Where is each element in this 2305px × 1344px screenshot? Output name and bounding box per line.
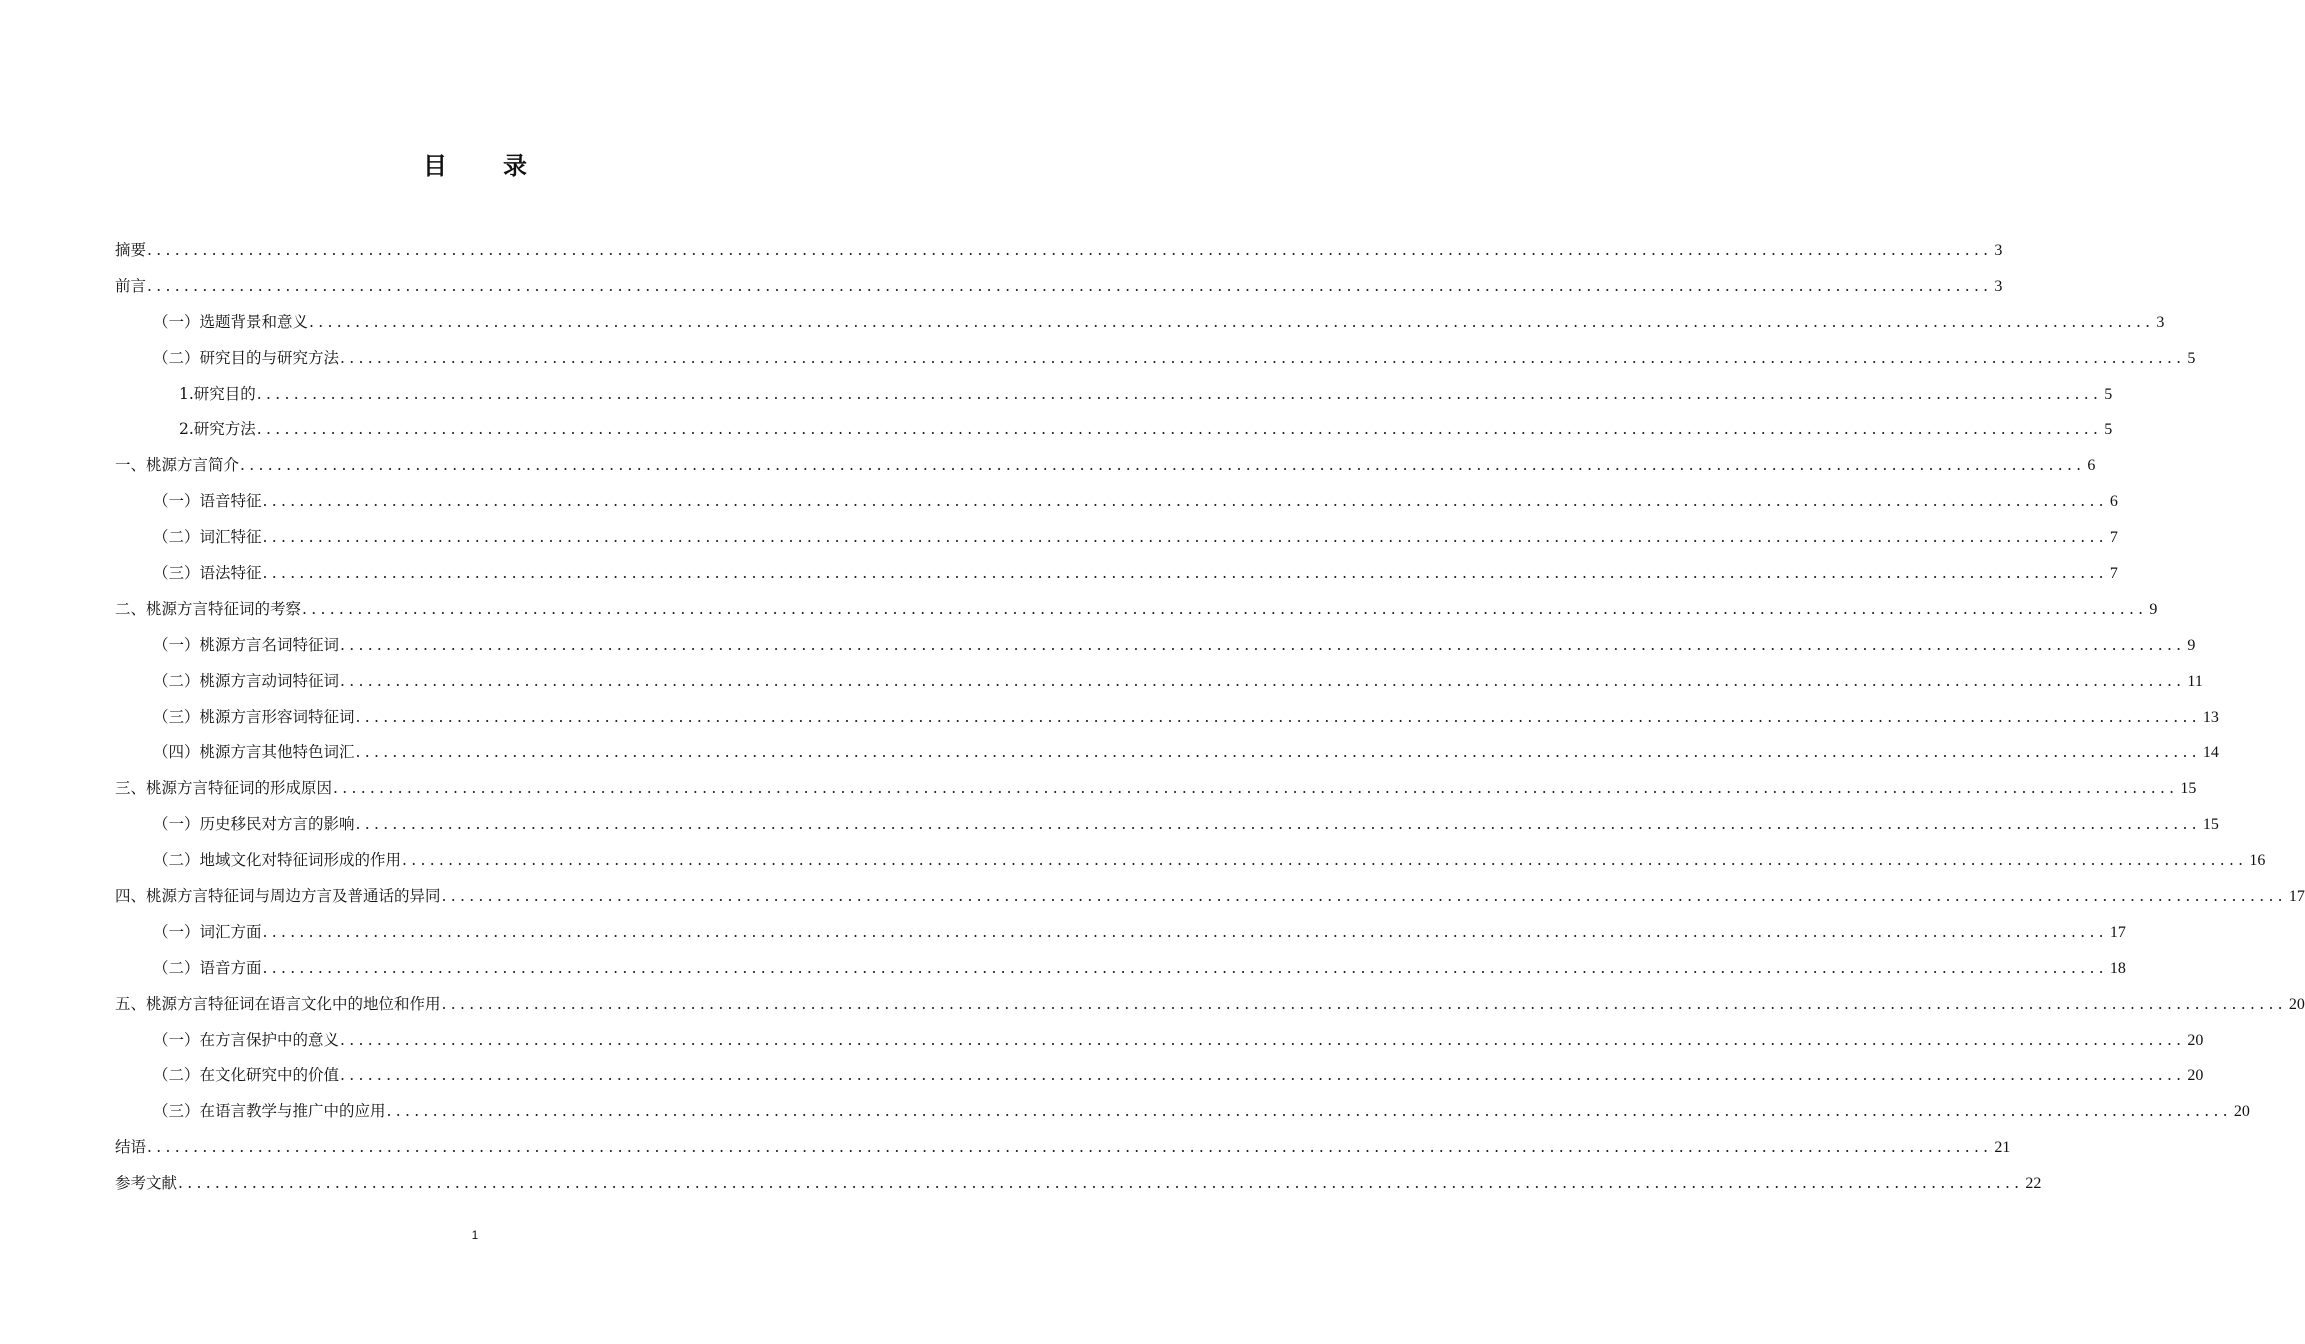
toc-entry-page: 7 bbox=[2109, 565, 2118, 583]
toc-entry-label: （一）语音特征 bbox=[153, 492, 262, 511]
dot-leader: ........................................................................................................................................................................................................ bbox=[262, 528, 2108, 547]
toc-entry-page: 20 bbox=[2233, 1103, 2250, 1121]
dot-leader: ........................................................................................................................................................................................................ bbox=[355, 743, 2201, 762]
toc-entry-page: 17 bbox=[2109, 923, 2126, 941]
toc-entry-page: 3 bbox=[2156, 313, 2165, 331]
dot-leader: ........................................................................................................................................................................................................ bbox=[147, 276, 1993, 295]
toc-entry-page: 3 bbox=[1994, 277, 2003, 295]
toc-entry-label: （一）历史移民对方言的影响 bbox=[153, 815, 355, 834]
toc-entry[interactable] bbox=[115, 669, 2203, 705]
toc-entry-label: （二）地域文化对特征词形成的作用 bbox=[153, 851, 402, 870]
toc-entry[interactable] bbox=[115, 274, 2003, 310]
toc-entry-page: 7 bbox=[2109, 529, 2118, 547]
toc-entry-page: 16 bbox=[2249, 852, 2266, 870]
toc-entry[interactable] bbox=[115, 1028, 2204, 1064]
toc-entry-page: 3 bbox=[1994, 242, 2003, 259]
toc-entry-page: 21 bbox=[1994, 1139, 2011, 1157]
toc-entry[interactable] bbox=[115, 1135, 2011, 1171]
toc-entry-label: （一）在方言保护中的意义 bbox=[153, 1030, 340, 1049]
toc-entry-page: 11 bbox=[2187, 672, 2203, 690]
title-char-2: 录 bbox=[503, 151, 527, 180]
toc-entry-label: （二）语音方面 bbox=[153, 958, 262, 977]
toc-entry-label: 五、桃源方言特征词在语言文化中的地位和作用 bbox=[115, 994, 441, 1013]
toc-entry[interactable] bbox=[115, 382, 2113, 418]
toc-entry[interactable] bbox=[115, 740, 2219, 776]
toc-entry-label: （二）研究目的与研究方法 bbox=[153, 348, 340, 367]
dot-leader: ........................................................................................................................................................................................................ bbox=[262, 564, 2108, 583]
toc-entry-page: 20 bbox=[2288, 995, 2305, 1013]
table-of-contents bbox=[115, 238, 2305, 1207]
dot-leader: ........................................................................................................................................................................................................ bbox=[302, 599, 2148, 618]
dot-leader: ........................................................................................................................................................................................................ bbox=[178, 1174, 2024, 1193]
dot-leader: ........................................................................................................................................................................................................ bbox=[340, 1030, 2186, 1049]
toc-entry-page: 6 bbox=[2109, 493, 2118, 511]
dot-leader: ........................................................................................................................................................................................................ bbox=[340, 1066, 2186, 1085]
toc-entry-label: （四）桃源方言其他特色词汇 bbox=[153, 743, 355, 762]
toc-entry-label: （一）桃源方言名词特征词 bbox=[153, 635, 340, 654]
dot-leader: ........................................................................................................................................................................................................ bbox=[340, 635, 2186, 654]
toc-entry[interactable] bbox=[115, 346, 2196, 382]
dot-leader: ........................................................................................................................................................................................................ bbox=[147, 1138, 1993, 1157]
toc-entry-page: 14 bbox=[2202, 744, 2219, 762]
toc-entry-label: （二）词汇特征 bbox=[153, 528, 262, 547]
toc-entry[interactable] bbox=[115, 884, 2305, 920]
toc-entry[interactable] bbox=[115, 1063, 2204, 1099]
toc-entry-page: 9 bbox=[2187, 636, 2196, 654]
toc-entry-label: 一、桃源方言简介 bbox=[115, 456, 240, 475]
toc-entry-page: 20 bbox=[2187, 1031, 2204, 1049]
dot-leader: ........................................................................................................................................................................................................ bbox=[262, 958, 2108, 977]
toc-entry-page: 5 bbox=[2187, 349, 2196, 367]
toc-entry-label: （一）选题背景和意义 bbox=[153, 312, 309, 331]
toc-entry[interactable] bbox=[115, 812, 2219, 848]
dot-leader: ........................................................................................................................................................................................................ bbox=[262, 492, 2108, 511]
toc-entry[interactable] bbox=[115, 920, 2126, 956]
dot-leader: ........................................................................................................................................................................................................ bbox=[309, 312, 2155, 331]
page-title bbox=[0, 146, 950, 181]
toc-entry-page: 5 bbox=[2104, 385, 2113, 403]
dot-leader: ........................................................................................................................................................................................................ bbox=[340, 348, 2186, 367]
toc-entry-label: （二）在文化研究中的价值 bbox=[153, 1066, 340, 1085]
toc-entry[interactable] bbox=[115, 1171, 2042, 1207]
dot-leader: ........................................................................................................................................................................................................ bbox=[386, 1102, 2232, 1121]
dot-leader: ........................................................................................................................................................................................................ bbox=[355, 815, 2201, 834]
toc-entry-page: 20 bbox=[2187, 1067, 2204, 1085]
toc-entry-label: 四、桃源方言特征词与周边方言及普通话的异同 bbox=[115, 887, 441, 906]
toc-entry-page: 5 bbox=[2104, 421, 2113, 439]
toc-entry-label: （二）桃源方言动词特征词 bbox=[153, 671, 340, 690]
toc-entry-page: 22 bbox=[2025, 1175, 2042, 1193]
toc-entry[interactable] bbox=[115, 956, 2126, 992]
title-char-1: 目 bbox=[423, 151, 447, 180]
toc-entry-page: 17 bbox=[2288, 888, 2305, 906]
toc-entry[interactable] bbox=[115, 453, 2096, 489]
toc-entry-page: 6 bbox=[2087, 457, 2096, 475]
toc-entry-page: 13 bbox=[2202, 708, 2219, 726]
toc-entry[interactable] bbox=[115, 561, 2118, 597]
toc-entry-label: 二、桃源方言特征词的考察 bbox=[115, 599, 302, 618]
toc-entry-label: 2.研究方法 bbox=[179, 420, 256, 439]
toc-entry-label: 参考文献 bbox=[115, 1174, 178, 1193]
dot-leader: ........................................................................................................................................................................................................ bbox=[355, 707, 2201, 726]
toc-entry[interactable] bbox=[115, 705, 2219, 741]
toc-entry[interactable] bbox=[115, 633, 2196, 669]
toc-entry[interactable] bbox=[115, 525, 2118, 561]
toc-entry[interactable] bbox=[115, 1099, 2250, 1135]
toc-entry-label: 结语 bbox=[115, 1138, 147, 1157]
toc-entry[interactable] bbox=[115, 597, 2158, 633]
toc-entry-label: （三）语法特征 bbox=[153, 564, 262, 583]
toc-entry-label: （一）词汇方面 bbox=[153, 922, 262, 941]
toc-entry[interactable] bbox=[115, 848, 2266, 884]
page-number: 1 bbox=[471, 1228, 479, 1242]
dot-leader: ........................................................................................................................................................................................................ bbox=[256, 384, 2103, 403]
toc-entry-label: 摘要 bbox=[115, 241, 147, 259]
dot-leader: ........................................................................................................................................................................................................ bbox=[147, 241, 1993, 259]
toc-entry-page: 15 bbox=[2202, 816, 2219, 834]
dot-leader: ........................................................................................................................................................................................................ bbox=[441, 887, 2287, 906]
dot-leader: ........................................................................................................................................................................................................ bbox=[333, 779, 2179, 798]
toc-entry[interactable] bbox=[115, 310, 2165, 346]
toc-entry-page: 15 bbox=[2180, 780, 2197, 798]
toc-entry[interactable] bbox=[115, 238, 2003, 274]
toc-entry-label: （三）桃源方言形容词特征词 bbox=[153, 707, 355, 726]
toc-entry-page: 18 bbox=[2109, 959, 2126, 977]
dot-leader: ........................................................................................................................................................................................................ bbox=[240, 456, 2086, 475]
toc-entry-label: 三、桃源方言特征词的形成原因 bbox=[115, 779, 333, 798]
dot-leader: ........................................................................................................................................................................................................ bbox=[256, 420, 2103, 439]
toc-entry[interactable] bbox=[115, 417, 2113, 453]
toc-entry-label: 1.研究目的 bbox=[179, 384, 256, 403]
toc-entry[interactable] bbox=[115, 776, 2197, 812]
toc-entry-page: 9 bbox=[2149, 600, 2158, 618]
toc-entry-label: 前言 bbox=[115, 276, 147, 295]
toc-entry[interactable] bbox=[115, 489, 2118, 525]
dot-leader: ........................................................................................................................................................................................................ bbox=[340, 671, 2186, 690]
toc-entry[interactable] bbox=[115, 992, 2305, 1028]
dot-leader: ........................................................................................................................................................................................................ bbox=[262, 922, 2108, 941]
dot-leader: ........................................................................................................................................................................................................ bbox=[402, 851, 2248, 870]
toc-entry-label: （三）在语言教学与推广中的应用 bbox=[153, 1102, 386, 1121]
dot-leader: ........................................................................................................................................................................................................ bbox=[441, 994, 2287, 1013]
